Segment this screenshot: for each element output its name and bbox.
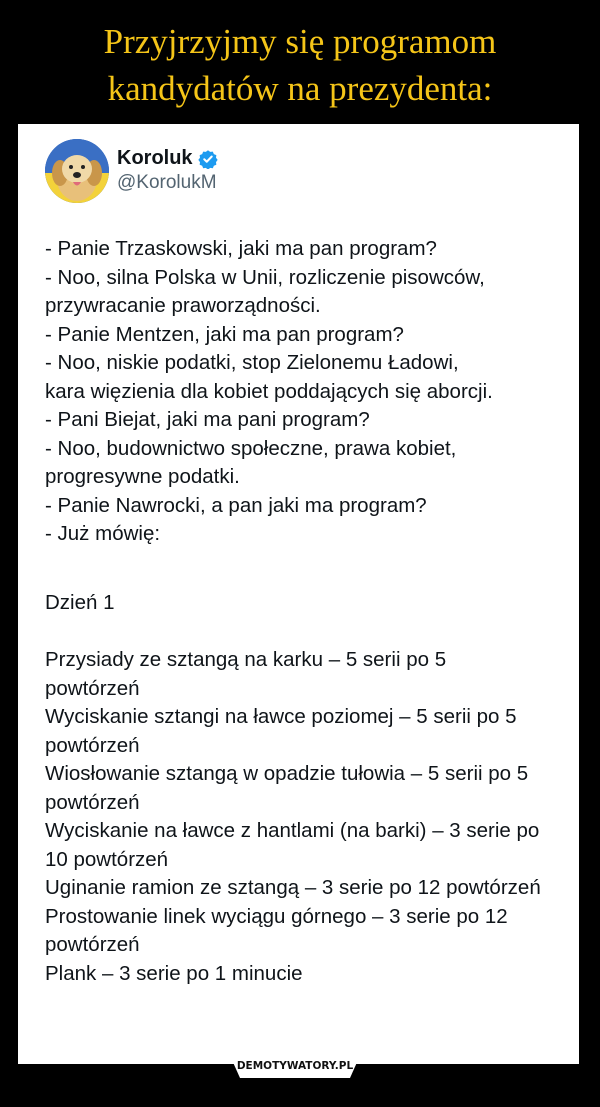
tweet-line: kara więzienia dla kobiet poddających się aborcji. — [45, 379, 493, 403]
tweet-line: progresywne podatki. — [45, 465, 240, 488]
plan-spacer — [45, 618, 545, 647]
author-name[interactable]: Koroluk — [117, 147, 193, 169]
tweet-card — [18, 124, 579, 1064]
plan-exercise: Plank – 3 serie po 1 minucie — [45, 961, 303, 985]
watermark-badge — [228, 1051, 362, 1078]
tweet-line: - Już mówię: — [45, 522, 161, 545]
headline-line-1: Przyjrzyjmy się programom — [103, 22, 497, 61]
headline-line-2: kandydatów na prezydenta: — [107, 69, 493, 108]
tweet-line: - Panie Trzaskowski, jaki ma pan program? — [45, 237, 437, 260]
plan-exercise: Wiosłowanie sztangą w opadzie tułowia – 5 serii po 5 powtórzeń — [45, 762, 529, 814]
tweet-line: - Pani Biejat, jaki ma pani program? — [45, 408, 370, 431]
tweet-line: - Panie Nawrocki, a pan jaki ma program? — [45, 493, 427, 517]
tweet-line: - Noo, silna Polska w Unii, rozliczenie pisowców, — [45, 265, 485, 289]
plan-exercise: Uginanie ramion ze sztangą – 3 serie po 12 powtórzeń — [45, 876, 541, 899]
author-handle[interactable]: @KorolukM — [117, 172, 217, 193]
watermark-text: DEMOTYWATORY.PL — [236, 1060, 354, 1072]
plan-day-title: Dzień 1 — [45, 591, 115, 614]
plan-exercise: Przysiady ze sztangą na karku – 5 serii po 5 powtórzeń — [45, 648, 447, 700]
plan-exercise: Prostowanie linek wyciągu górnego – 3 serie po 12 powtórzeń — [45, 904, 508, 956]
tweet-line: przywracanie praworządności. — [45, 294, 321, 317]
plan-exercise: Wyciskanie na ławce z hantlami (na barki) – 3 serie po 10 powtórzeń — [45, 819, 540, 871]
headline — [0, 18, 600, 112]
avatar[interactable] — [45, 139, 109, 203]
dog-avatar-icon — [45, 139, 109, 203]
tweet-line: - Panie Mentzen, jaki ma pan program? — [45, 322, 404, 346]
tweet-text — [45, 235, 573, 549]
tweet-line: - Noo, budownictwo społeczne, prawa kobiet, — [45, 436, 457, 460]
plan-exercise: Wyciskanie sztangi na ławce poziomej – 5 serii po 5 powtórzeń — [45, 705, 517, 757]
author-row — [117, 147, 218, 170]
training-plan — [45, 589, 545, 988]
tweet-line: - Noo, niskie podatki, stop Zielonemu Ładowi, — [45, 351, 459, 374]
verified-badge-icon — [198, 149, 218, 169]
